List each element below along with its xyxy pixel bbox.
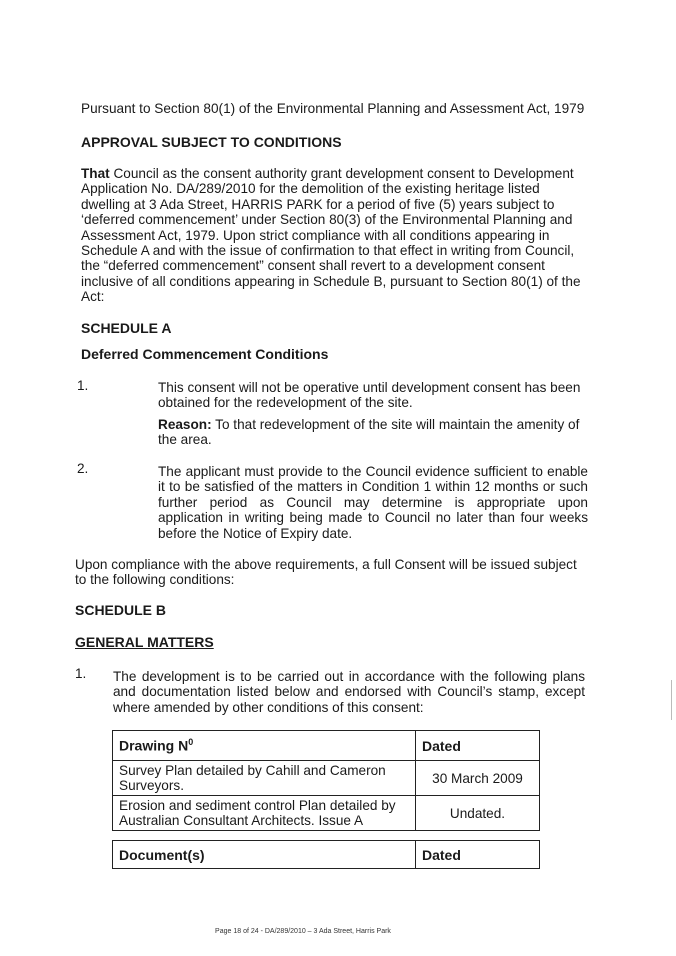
drawing-date: 30 March 2009	[416, 761, 540, 796]
condition-text: This consent will not be operative until development consent has been obtained for the redevelopment of the site.	[158, 380, 581, 411]
general-item-text: The development is to be carried out in accordance with the following plans and documentation listed below and endorsed with Council’s stamp, except where amended by other conditions of this consent:	[113, 669, 585, 715]
drawing-date: Undated.	[416, 796, 540, 831]
schedule-a-heading: SCHEDULE A	[81, 320, 172, 336]
drawing-description: Erosion and sediment control Plan detailed by Australian Consultant Architects. Issue A	[113, 796, 416, 831]
consent-text: Council as the consent authority grant development consent to Development Application No. DA/289/2010 for the demolition of the existing heritage listed dwelling at 3 Ada Street, HARRIS PARK for a period of five (5) years subject to ‘deferred commencement’ under Section 80(3) of the Environmental Planning and Assessment Act, 1979. Upon strict compliance with all conditions appearing in Schedule A and with the issue of confirmation to that effect in writing from Council, the “deferred commencement” consent shall revert to a development consent inclusive of all conditions appearing in Schedule B, pursuant to Section 80(1) of the Act:	[81, 166, 581, 305]
approval-heading: APPROVAL SUBJECT TO CONDITIONS	[81, 134, 342, 150]
drawing-column-header	[113, 731, 416, 761]
consent-paragraph	[81, 166, 586, 305]
drawing-header-sup: 0	[188, 737, 194, 748]
reason-label: Reason:	[158, 417, 212, 432]
condition-text: The applicant must provide to the Council evidence sufficient to enable it to be satisfied of the matters in Condition 1 within 12 months or such further period as Council may determine is appropriate upon application in writing being made to Council no later than four weeks before the Notice of Expiry date.	[158, 464, 588, 541]
schedule-b-heading: SCHEDULE B	[75, 602, 167, 618]
compliance-paragraph: Upon compliance with the above requirements, a full Consent will be issued subject to the following conditions:	[75, 557, 577, 588]
consent-lead: That	[81, 166, 110, 181]
drawing-description: Survey Plan detailed by Cahill and Cameron Surveyors.	[113, 761, 416, 796]
page-footer: Page 18 of 24 - DA/289/2010 – 3 Ada Street, Harris Park	[215, 928, 391, 935]
drawing-header-label: Drawing N	[119, 737, 189, 754]
documents-table	[112, 840, 540, 869]
table-header-row	[113, 841, 540, 869]
schedule-a-subheading: Deferred Commencement Conditions	[81, 346, 329, 362]
dated-column-header: Dated	[416, 731, 540, 761]
general-item-number: 1.	[75, 666, 87, 681]
intro-line: Pursuant to Section 80(1) of the Environmental Planning and Assessment Act, 1979	[81, 101, 585, 116]
dated-column-header: Dated	[416, 841, 540, 869]
table-row	[113, 761, 540, 796]
condition-number: 2.	[77, 461, 89, 476]
reason-text: To that redevelopment of the site will maintain the amenity of the area.	[158, 417, 580, 448]
table-row	[113, 796, 540, 831]
condition-number: 1.	[77, 378, 89, 393]
document-column-header: Document(s)	[113, 841, 416, 869]
general-matters-heading: GENERAL MATTERS	[75, 634, 214, 650]
drawings-table	[112, 730, 540, 831]
condition-reason	[158, 417, 588, 448]
table-header-row	[113, 731, 540, 761]
scan-edge-mark	[671, 680, 672, 720]
